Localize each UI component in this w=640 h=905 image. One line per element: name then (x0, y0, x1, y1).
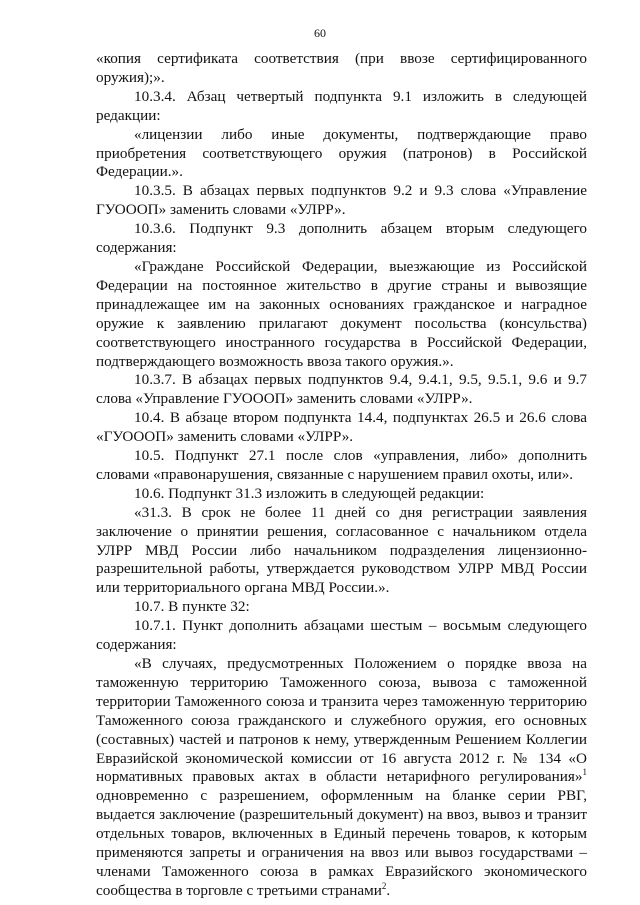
paragraph-14-part-3: . (386, 881, 391, 899)
document-body (96, 50, 587, 901)
paragraph-13: 10.7.1. Пункт дополнить абзацами шестым – восьмым следующего содержания: (96, 617, 587, 654)
paragraph-12: 10.7. В пункте 32: (134, 598, 250, 616)
paragraph-10: 10.6. Подпункт 31.3 изложить в следующей редакции: (134, 484, 485, 502)
paragraph-4: 10.3.5. В абзацах первых подпунктов 9.2 и 9.3 слова «Управление ГУОООП» заменить словами «УЛРР». (96, 182, 587, 219)
paragraph-6: «Граждане Российской Федерации, выезжающие из Российской Федерации на постоянное жительство в другие страны и вывозящие принадлежащее им на законных основаниях гражданское и наградное оружие к заявлению прилагают документ посольства (консульства) соответствующего иностранного государства в Российской Федерации, подтверждающего возможность ввоза такого оружия.». (96, 257, 587, 370)
paragraph-7: 10.3.7. В абзацах первых подпунктов 9.4, 9.4.1, 9.5, 9.5.1, 9.6 и 9.7 слова «Управление ГУОООП» заменить словами «УЛРР». (96, 371, 587, 408)
paragraph-14 (96, 655, 587, 901)
paragraph-14-part-1: «В случаях, предусмотренных Положением о порядке ввоза на таможенную территорию Таможенного союза, вывоза с таможенной территории Таможенного союза и транзита через таможенную территорию Таможенного союза гражданского и служебного оружия, его основных (составных) частей и патронов к нему, утвержденным Решением Коллегии Евразийской экономической комиссии от 16 августа 2012 г. № 134 «О нормативных правовых актах в области нетарифного регулирования» (96, 655, 587, 786)
footnote-ref-2[interactable]: 2 (381, 880, 387, 891)
paragraph-8: 10.4. В абзаце втором подпункта 14.4, подпунктах 26.5 и 26.6 слова «ГУОООП» заменить словами «УЛРР». (96, 409, 587, 446)
paragraph-1: «копия сертификата соответствия (при ввозе сертифицированного оружия);». (96, 50, 587, 86)
paragraph-5: 10.3.6. Подпункт 9.3 дополнить абзацем вторым следующего содержания: (96, 220, 587, 257)
footnote-ref-1[interactable]: 1 (582, 767, 587, 778)
paragraph-11: «31.3. В срок не более 11 дней со дня регистрации заявления заключение о принятии решения, согласованное с начальником отдела УЛРР МВД России либо начальником подразделения лицензионно-разрешительной работы, утверждается руководством УЛРР МВД России или территориального органа МВД России.». (96, 503, 587, 597)
paragraph-2: 10.3.4. Абзац четвертый подпункта 9.1 изложить в следующей редакции: (96, 87, 587, 124)
paragraph-14-part-2: одновременно с разрешением, оформленным на бланке серии РВГ, выдается заключение (разрешительный документ) на ввоз, вывоз и транзит отдельных товаров, включенных в Единый перечень товаров, к которым применяются запреты и ограничения на ввоз или вывоз государствами – членами Таможенного союза в рамках Евразийского экономического сообщества в торговле с третьими странами (96, 787, 587, 899)
paragraph-9: 10.5. Подпункт 27.1 после слов «управления, либо» дополнить словами «правонарушения, связанные с нарушением правил охоты, или». (96, 447, 587, 483)
paragraph-3: «лицензии либо иные документы, подтверждающие право приобретения соответствующего оружия (патронов) в Российской Федерации.». (96, 125, 587, 181)
page-number: 60 (314, 26, 326, 40)
